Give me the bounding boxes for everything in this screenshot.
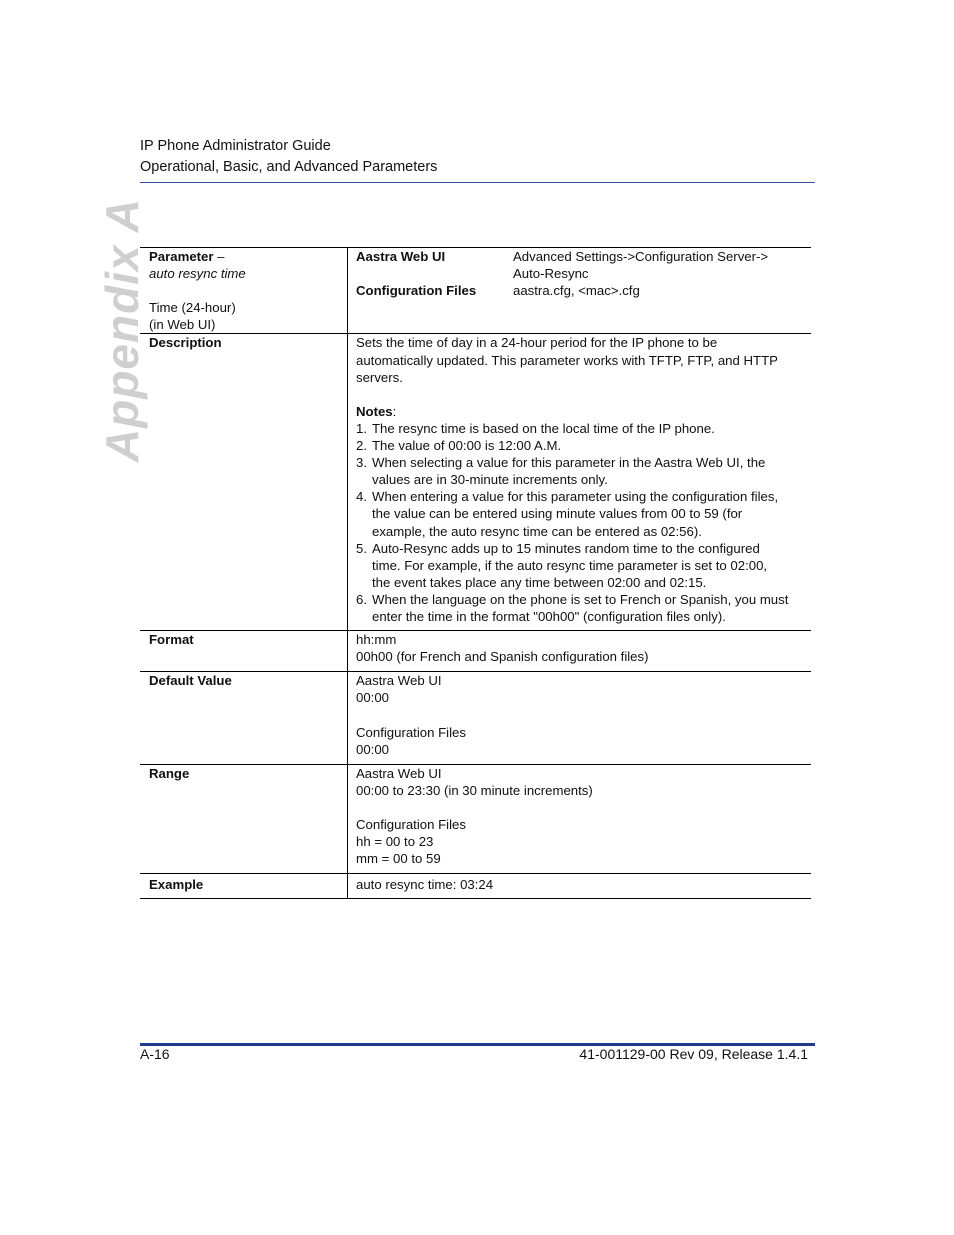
header-rule [140,182,815,183]
page-number: A-16 [140,1046,170,1062]
list-item: 6. When the language on the phone is set to French or Spanish, you must enter the time in the format "00h00" (configuration files only). [356,591,789,624]
example-value: auto resync time: 03:24 [356,877,494,893]
table-row [140,874,811,899]
table-row [140,631,811,672]
description-label: Description [140,334,348,631]
web-ui-path-cont: Auto-Resync [513,266,589,282]
default-value-label: Default Value [140,672,348,764]
format-cell [348,631,812,672]
notes-label: Notes [356,403,393,419]
list-item: 3. When selecting a value for this parameter in the Aastra Web UI, the values are in 30-minute increments only. [356,455,766,488]
header-title: IP Phone Administrator Guide [140,138,331,154]
parameter-type-note: (in Web UI) [149,317,216,333]
parameter-type: Time (24-hour) [149,300,236,316]
parameter-dash: – [213,249,225,264]
parameter-name: auto resync time [149,266,246,282]
table-row [140,248,811,334]
format-label: Format [140,631,348,672]
list-item: 5. Auto-Resync adds up to 15 minutes random time to the configured time. For example, if the auto resync time parameter is set to 02:00, the event takes place any time between 02:00 and 02:15. [356,540,768,590]
config-files-value: aastra.cfg, <mac>.cfg [513,283,640,299]
web-ui-label: Aastra Web UI [356,249,446,264]
description-cell: Sets the time of day in a 24-hour period for the IP phone to be automatically updated. This parameter works with TFTP, FTP, and HTTP servers. Notes: 1. The resync time is based on the local time of the IP phone. 2. The value of 00:00 is 12:00 A.M. 3. When selecting a value for this parameter in the Aastra Web UI, the values are in 30-minute increments only. 4. When entering a value for this parameter using the configuration files, the value can be entered using minute values from 00 to 59 (for example, the auto resync time can be entered as 02:56). 5. Auto-Resync adds up to 15 minutes random time to the configured time. For example, if the auto resync time parameter is set to 02:00, the event takes place any time between 02:00 and 02:15. 6. When the language on the phone is set to French or Spanish, you must enter the time in the format "00h00" (configuration files only). [348,334,812,631]
default-value-cell: Aastra Web UI 00:00 Configuration Files 00:00 [356,673,466,757]
range-cell: Aastra Web UI 00:00 to 23:30 (in 30 minute increments) Configuration Files hh = 00 to 23 mm = 00 to 59 [356,765,593,867]
parameter-cell [140,248,348,334]
list-item: 4. When entering a value for this parameter using the configuration files, the value can be entered using minute values from 00 to 59 (for example, the auto resync time can be entered as 02:56). [356,489,779,539]
table-row [140,334,811,631]
format-value: 00h00 (for French and Spanish configuration files) [356,649,649,665]
web-ui-path: Advanced Settings->Configuration Server-> [513,249,769,264]
appendix-side-label: Appendix A [96,198,148,462]
running-header [140,136,437,178]
example-label: Example [140,874,348,899]
parameter-table [140,247,811,899]
table-row [140,764,811,874]
format-value: hh:mm [356,632,397,648]
document-id: 41-001129-00 Rev 09, Release 1.4.1 [579,1046,808,1062]
config-files-label: Configuration Files [356,283,477,299]
parameter-label: Parameter [149,249,214,264]
parameter-location-cell [348,248,812,334]
description-text: servers. [356,369,403,385]
list-item: 1. The resync time is based on the local time of the IP phone. [356,420,715,436]
range-label: Range [140,764,348,874]
table-row [140,672,811,764]
header-subtitle: Operational, Basic, and Advanced Parameters [140,159,438,175]
list-item: 2. The value of 00:00 is 12:00 A.M. [356,438,562,454]
description-text: automatically updated. This parameter works with TFTP, FTP, and HTTP [356,352,778,368]
notes-list [356,420,811,625]
description-text: Sets the time of day in a 24-hour period for the IP phone to be [356,335,718,351]
